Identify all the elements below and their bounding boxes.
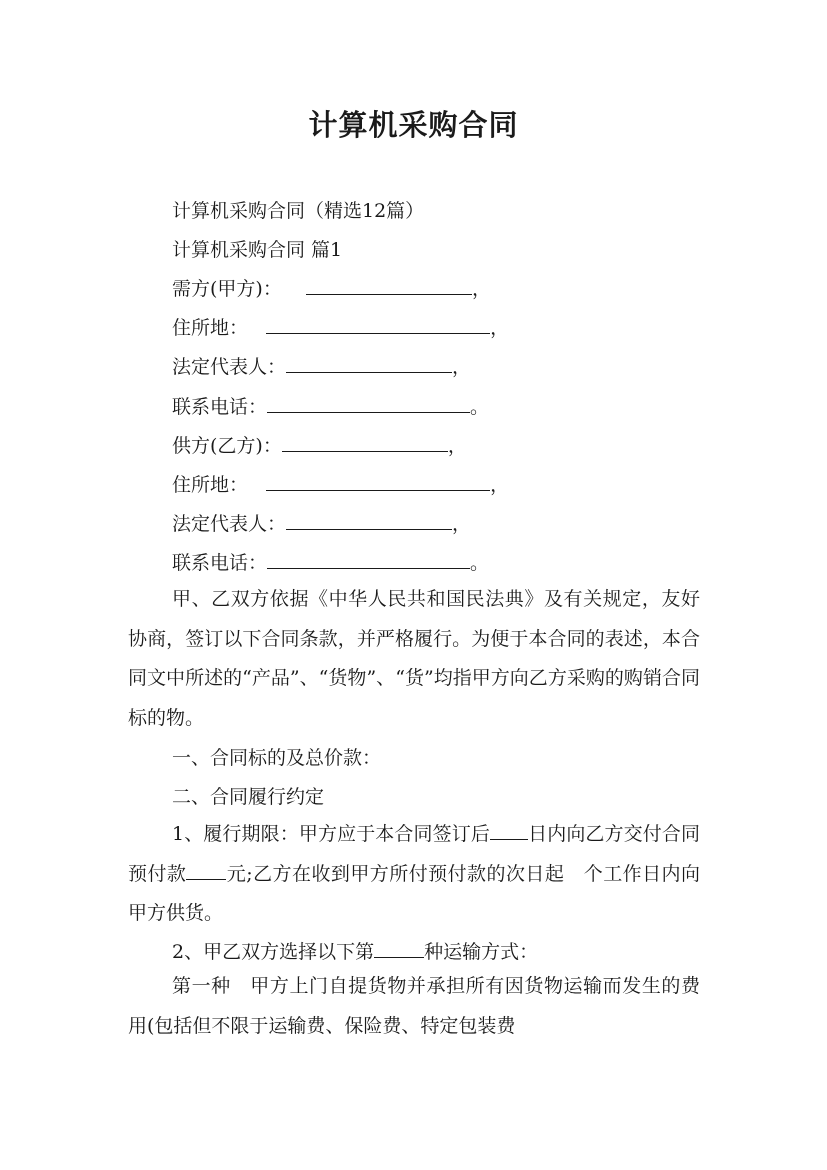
party-a-phone-label: 联系电话： (172, 396, 268, 418)
party-a-phone-blank (267, 395, 470, 413)
party-a-name-blank (306, 277, 472, 295)
clause-1-part2: 日内向乙方交付合同预付款 (128, 823, 700, 885)
party-b-rep-line (172, 512, 471, 536)
party-b-phone-blank (267, 551, 470, 569)
clause-2-part1: 2、甲乙双方选择以下第 (172, 941, 375, 963)
party-b-label: 供方(乙方)： (172, 435, 282, 457)
party-a-address-label: 住所地： (172, 317, 249, 339)
party-b-address-label: 住所地： (172, 474, 249, 496)
party-b-line (172, 434, 467, 458)
party-b-rep-blank (286, 512, 452, 530)
clause-3-paragraph: 第一种 甲方上门自提货物并承担所有因货物运输而发生的费用(包括但不限于运输费、保险费、特定包装费 (128, 975, 700, 1037)
punct: 。 (470, 396, 490, 418)
party-a-rep-line (172, 355, 471, 379)
clause-2-choice-blank (374, 940, 424, 958)
punct: ， (447, 435, 467, 457)
party-a-rep-blank (286, 355, 452, 373)
party-b-rep-label: 法定代表人： (172, 513, 287, 535)
clause-1-part3: 元;乙方在收到甲方所付预付款的次日起 个工作日内向甲方供货。 (128, 862, 700, 925)
party-b-phone-line (172, 551, 489, 575)
clause-1-paragraph (128, 815, 700, 934)
punct: ， (452, 513, 472, 535)
party-b-name-blank (282, 434, 448, 452)
party-b-phone-label: 联系电话： (172, 552, 268, 574)
party-a-label: 需方(甲方)： (172, 278, 282, 300)
punct: ， (472, 278, 492, 300)
item-2-heading: 二、合同履行约定 (172, 786, 325, 808)
document-title: 计算机采购合同 (308, 108, 519, 142)
party-a-address-blank (266, 316, 490, 334)
punct: ， (490, 317, 510, 339)
clause-2-part2: 种运输方式： (424, 941, 539, 963)
party-a-rep-label: 法定代表人： (172, 356, 287, 378)
party-b-address-line (172, 473, 509, 497)
party-b-address-blank (266, 473, 490, 491)
party-a-phone-line (172, 395, 489, 419)
intro-paragraph: 甲、乙双方依据《中华人民共和国民法典》及有关规定，友好协商，签订以下合同条款，并严格履行。为便于本合同的表述，本合同文中所述的“产品”、“货物”、“货”均指甲方向乙方采购的购销合同标的物。 (128, 588, 700, 729)
clause-1-days-blank (490, 822, 528, 840)
clause-2-line (172, 940, 538, 964)
party-a-line (172, 277, 491, 301)
punct: 。 (470, 552, 490, 574)
item-1-heading: 一、合同标的及总价款： (172, 747, 382, 769)
section-heading: 计算机采购合同 篇1 (172, 239, 343, 261)
punct: ， (490, 474, 510, 496)
clause-1-part1: 1、履行期限：甲方应于本合同签订后 (172, 823, 490, 845)
party-a-address-line (172, 316, 509, 340)
document-subtitle: 计算机采购合同（精选12篇） (172, 200, 425, 222)
punct: ， (452, 356, 472, 378)
clause-1-amount-blank (186, 862, 226, 880)
